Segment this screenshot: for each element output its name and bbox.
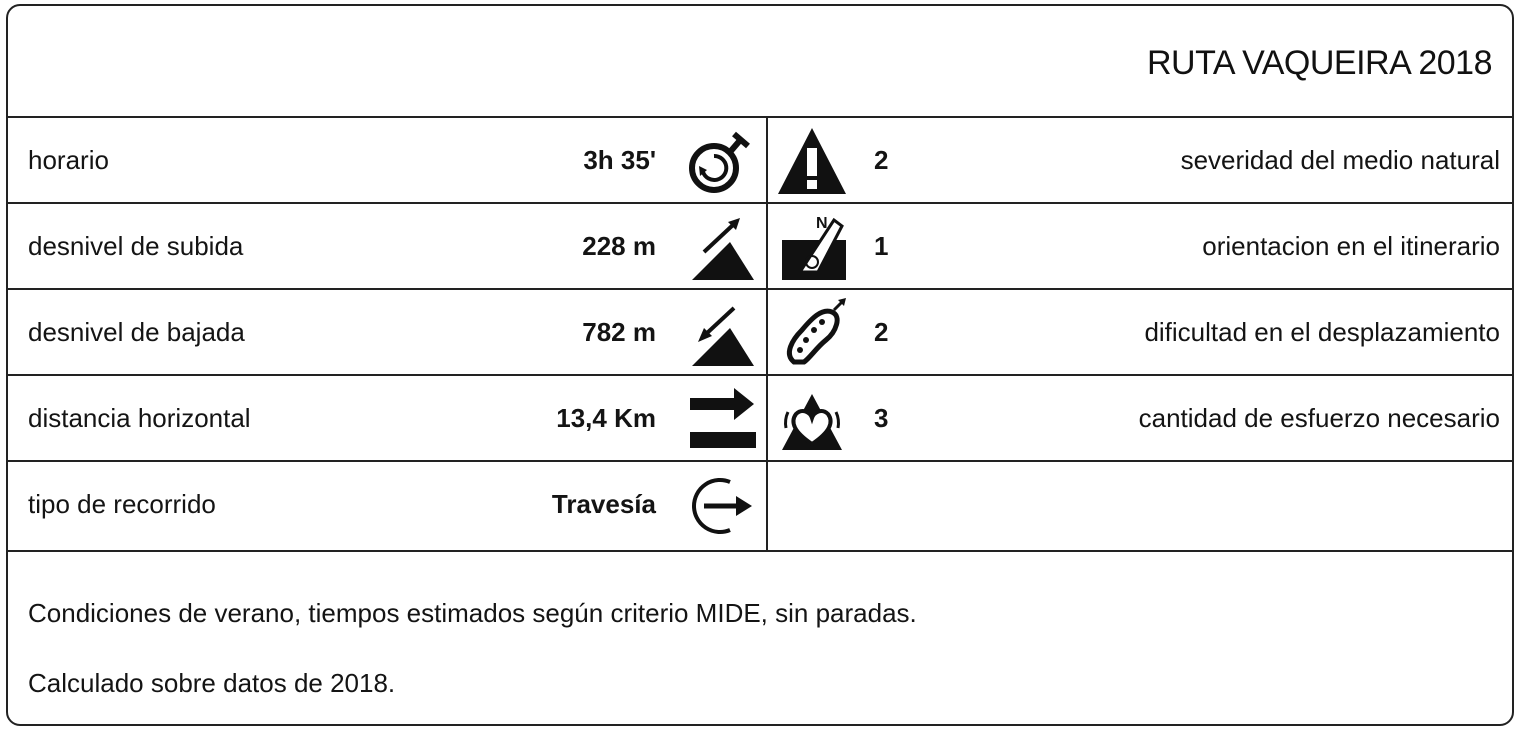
mide-info-card (6, 4, 1514, 726)
row-desnivel-subida (8, 204, 1512, 290)
distance-arrow-icon (684, 384, 756, 454)
footprint-icon (776, 298, 848, 368)
route-title: RUTA VAQUEIRA 2018 (1147, 44, 1492, 82)
stopwatch-icon (684, 126, 756, 196)
note-data-year: Calculado sobre datos de 2018. (28, 668, 396, 698)
row-desnivel-bajada (8, 290, 1512, 376)
mide-grid (8, 118, 1512, 552)
row-distancia (8, 376, 1512, 462)
mide-value: 3 (874, 403, 889, 433)
card-footer (8, 552, 1512, 726)
row-value: 3h 35' (583, 145, 656, 175)
compass-orientation-icon (776, 212, 848, 282)
card-header (8, 6, 1512, 118)
descent-slope-icon (684, 298, 756, 368)
mide-label: dificultad en el desplazamiento (1144, 317, 1500, 347)
row-label: horario (28, 145, 109, 175)
note-conditions: Condiciones de verano, tiempos estimados según criterio MIDE, sin paradas. (28, 598, 917, 628)
row-value: 782 m (582, 317, 656, 347)
row-label: distancia horizontal (28, 403, 251, 433)
row-label: desnivel de subida (28, 231, 244, 261)
heart-mountain-icon (776, 384, 848, 454)
ascent-slope-icon (684, 212, 756, 282)
svg-text:N: N (816, 215, 828, 232)
row-label: tipo de recorrido (28, 489, 216, 519)
mide-value: 2 (874, 317, 889, 347)
mide-value: 1 (874, 231, 889, 261)
warning-mountain-icon (776, 126, 848, 196)
row-value: 13,4 Km (556, 403, 656, 433)
mide-label: cantidad de esfuerzo necesario (1138, 403, 1500, 433)
row-label: desnivel de bajada (28, 317, 245, 347)
row-tipo-recorrido (8, 462, 1512, 552)
mide-label: orientacion en el itinerario (1202, 231, 1500, 261)
mide-label: severidad del medio natural (1180, 145, 1500, 175)
mide-value: 2 (874, 145, 889, 175)
row-value: Travesía (551, 489, 656, 519)
traverse-route-icon (684, 470, 756, 540)
row-value: 228 m (582, 231, 656, 261)
row-horario (8, 118, 1512, 204)
